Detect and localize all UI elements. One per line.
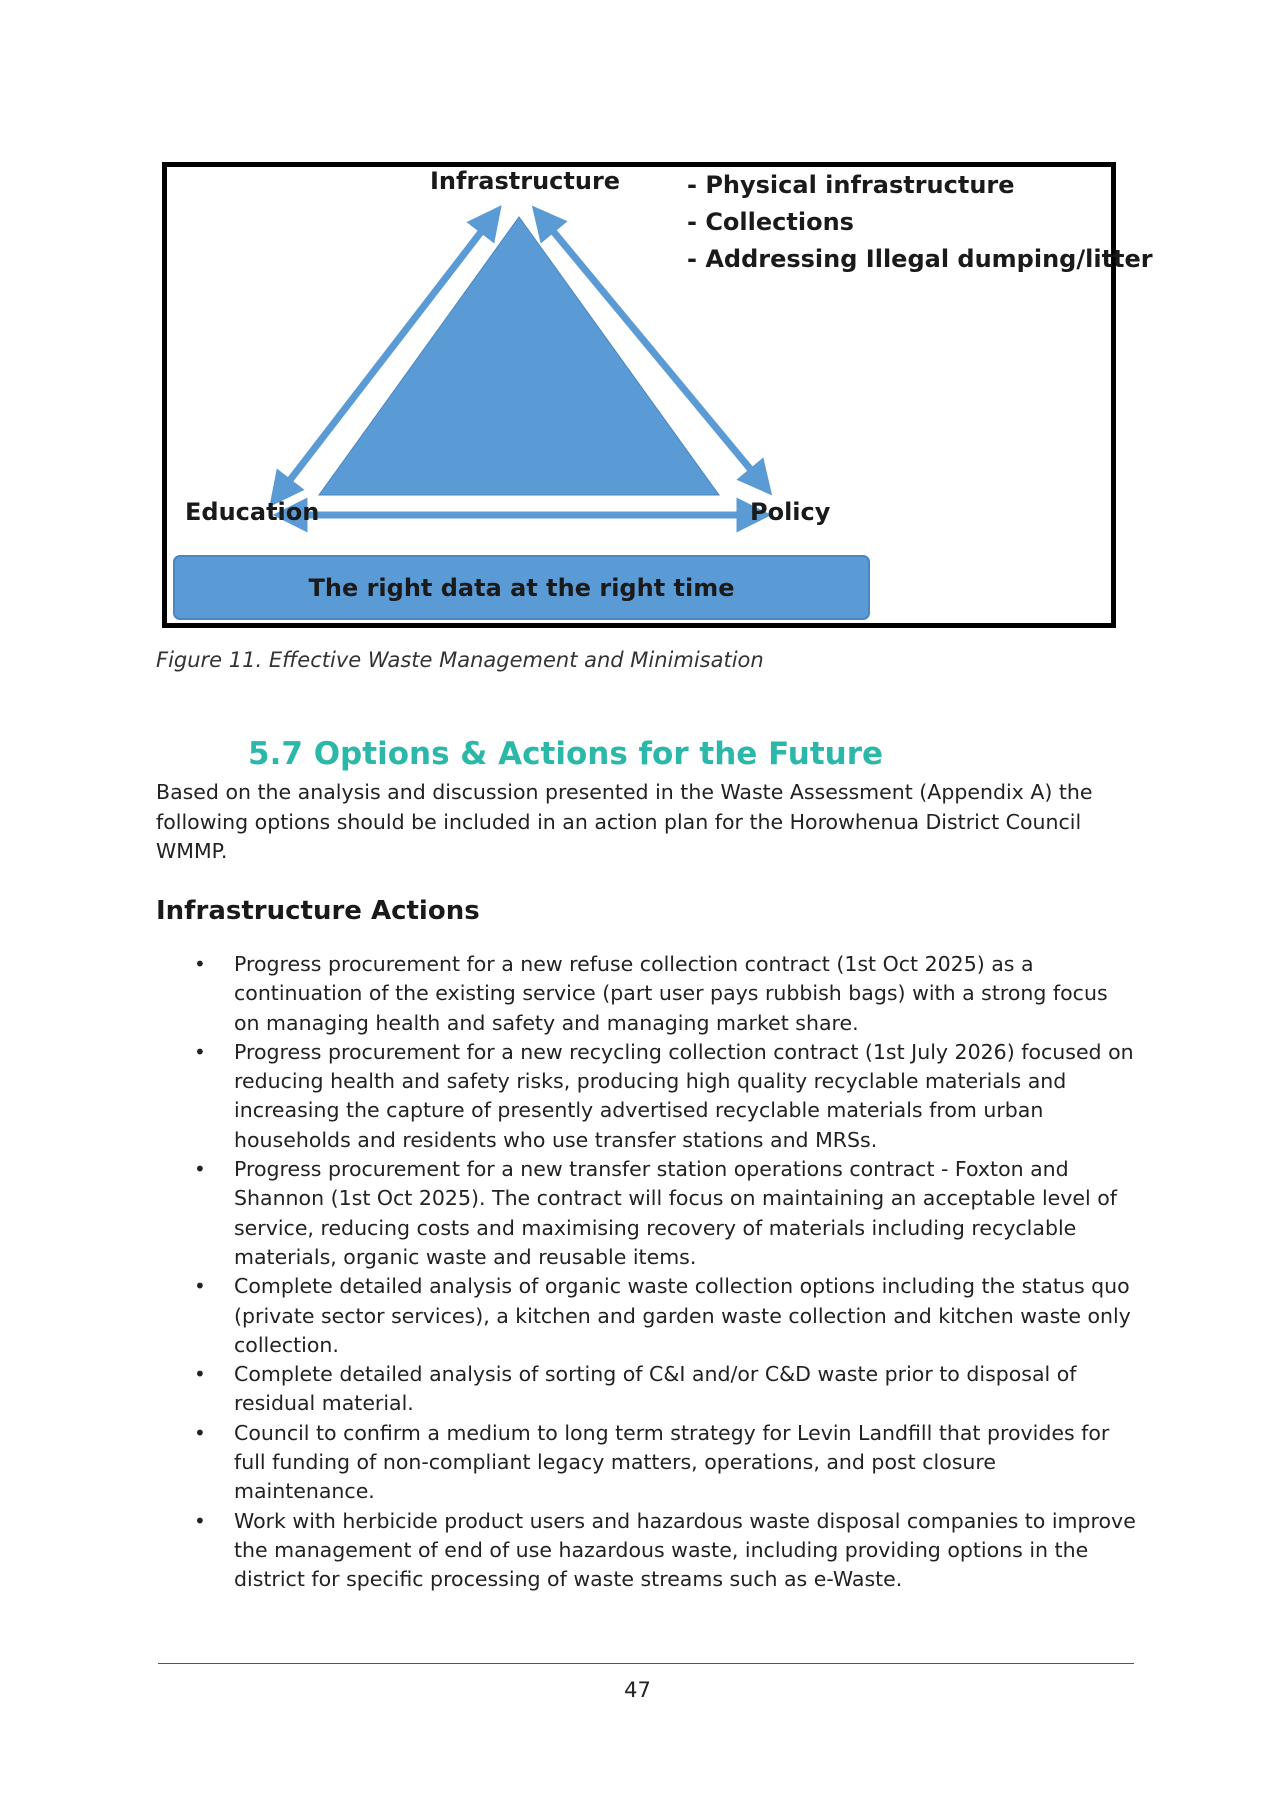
bullet-icon: • bbox=[194, 1274, 206, 1299]
list-item bbox=[156, 1507, 1136, 1595]
data-bar bbox=[173, 555, 870, 620]
list-item bbox=[156, 1360, 1136, 1419]
list-item bbox=[156, 1419, 1136, 1507]
infrastructure-points bbox=[687, 167, 1153, 278]
label-education: Education bbox=[185, 498, 320, 526]
list-item-text: Progress procurement for a new recycling collection contract (1st July 2026) focused on reducing health and safety risks, producing high quality recyclable materials and increasing the capture of presently advertised recyclable materials from urban households and residents who use transfer stations and MRSs. bbox=[234, 1039, 1134, 1152]
list-item bbox=[156, 950, 1136, 1038]
point-collections: - Collections bbox=[687, 208, 854, 236]
bullet-icon: • bbox=[194, 1420, 206, 1445]
list-item-text: Work with herbicide product users and hazardous waste disposal companies to improve the management of end of use hazardous waste, including providing options in the district for specific processing of waste streams such as e-Waste. bbox=[234, 1508, 1136, 1592]
point-illegal-dumping: - Addressing Illegal dumping/litter bbox=[687, 245, 1153, 273]
bullet-icon: • bbox=[194, 1362, 206, 1387]
infrastructure-actions-list bbox=[156, 950, 1136, 1595]
section-title: 5.7 Options & Actions for the Future bbox=[248, 736, 884, 772]
bullet-icon: • bbox=[194, 1039, 206, 1064]
point-physical-infrastructure: - Physical infrastructure bbox=[687, 171, 1015, 199]
bullet-icon: • bbox=[194, 1508, 206, 1533]
footer-divider bbox=[158, 1663, 1134, 1664]
label-infrastructure: Infrastructure bbox=[430, 167, 621, 195]
list-item bbox=[156, 1038, 1136, 1155]
list-item-text: Complete detailed analysis of organic waste collection options including the status quo (private sector services), a kitchen and garden waste collection and kitchen waste only collection. bbox=[234, 1274, 1131, 1357]
list-item-text: Progress procurement for a new refuse collection contract (1st Oct 2025) as a continuation of the existing service (part user pays rubbish bags) with a strong focus on managing health and safety and managing market share. bbox=[234, 952, 1108, 1035]
infrastructure-actions-heading: Infrastructure Actions bbox=[156, 896, 480, 926]
page-number: 47 bbox=[624, 1678, 651, 1702]
data-bar-text: The right data at the right time bbox=[308, 573, 735, 602]
list-item bbox=[156, 1272, 1136, 1360]
figure-caption: Figure 11. Effective Waste Management and Minimisation bbox=[156, 648, 764, 672]
section-intro: Based on the analysis and discussion presented in the Waste Assessment (Appendix A) the following options should be included in an action plan for the Horowhenua District Council WMMP. bbox=[156, 780, 1093, 863]
list-item-text: Council to confirm a medium to long term strategy for Levin Landfill that provides for full funding of non-compliant legacy matters, operations, and post closure maintenance. bbox=[234, 1420, 1110, 1504]
bullet-icon: • bbox=[194, 1157, 206, 1182]
bullet-icon: • bbox=[194, 952, 206, 976]
waste-management-figure bbox=[162, 162, 1153, 628]
list-item-text: Progress procurement for a new transfer station operations contract - Foxton and Shannon (1st Oct 2025). The contract will focus on maintaining an acceptable level of service, reducing costs and maximising recovery of materials including recyclable materials, organic waste and reusable items. bbox=[234, 1157, 1117, 1269]
list-item-text: Complete detailed analysis of sorting of C&I and/or C&D waste prior to disposal of residual material. bbox=[234, 1362, 1077, 1416]
label-policy: Policy bbox=[750, 498, 831, 526]
list-item bbox=[156, 1155, 1136, 1272]
